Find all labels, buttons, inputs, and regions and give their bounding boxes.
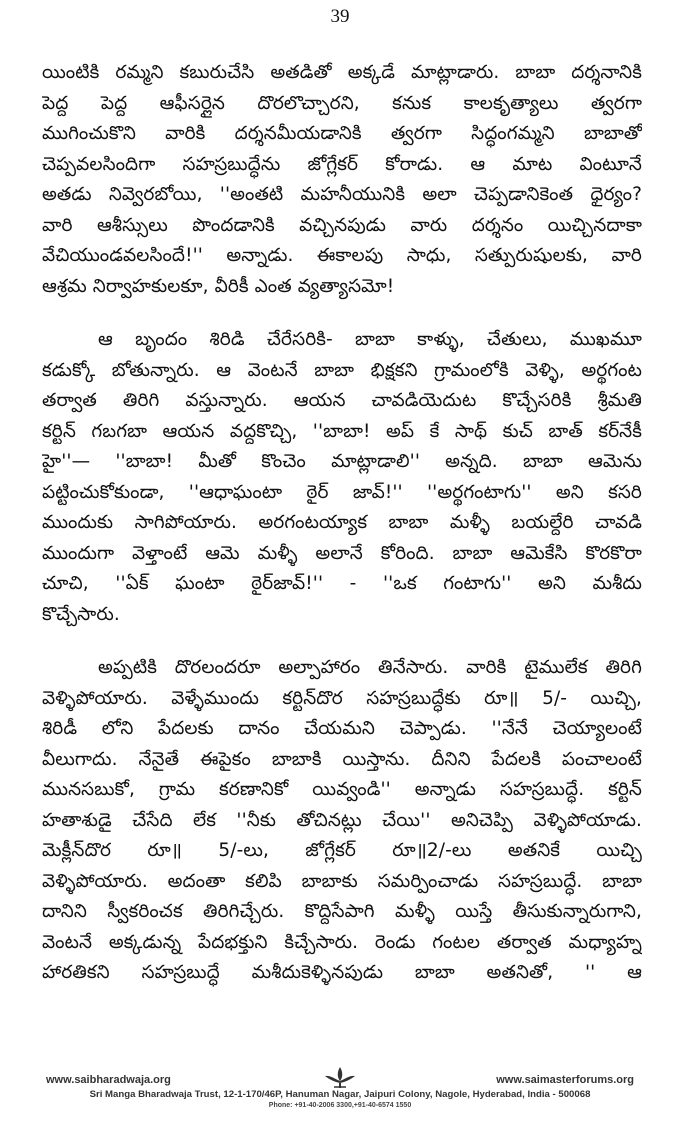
footer-address: Sri Manga Bharadwaja Trust, 12-1-170/46P, Hanuman Nagar, Jaipuri Colony, Nagole, Hyderabad, India - 500068 — [89, 1089, 591, 1100]
text-line: వెంటనే అక్కడున్న పేదభక్తుని కిచ్చేసారు. రెండు గంటల తర్వాత మధ్యాహ్న — [42, 931, 642, 953]
text-line: ముగించుకొని వారికి దర్శనమీయడానికి త్వరగా సిద్ధంగమ్మని బాబాతో — [42, 123, 642, 144]
ornamental-lotus-emblem-icon — [322, 1065, 358, 1089]
text-line: మెక్లీన్‌దొర రూ॥ 5/-లు, జోగ్లేకర్ రూ॥2/-లు అతనికే యిచ్చి — [42, 840, 642, 861]
text-line: చూచి, ''ఏక్ ఘంటా ఠైర్‌జావ్!'' - ''ఒక గంటాగు'' అని మశీదు — [42, 573, 642, 594]
page-number: 39 — [330, 6, 350, 27]
paragraph-2 — [42, 325, 642, 630]
text-line: వేచియుండవలసిందే!'' అన్నాడు. ఈకాలపు సాధు, సత్పురుషులకు, వారి — [42, 245, 642, 266]
website-link-saimasterforums[interactable]: www.saimasterforums.org — [496, 1074, 634, 1086]
text-line: అప్పటికి దొరలందరూ అల్పాహారం తినేసారు. వారికి టైములేక తిరిగి — [98, 657, 642, 678]
text-line: హై''— ''బాబా! మీతో కొంచెం మాట్లాడాలి'' అన్నది. బాబా ఆమెను — [42, 451, 642, 472]
body-text — [42, 58, 642, 1012]
text-line: వారి ఆశీస్సులు పొందడానికి వచ్చినపుడు వారు దర్శనం యిచ్చినదాకా — [42, 214, 642, 236]
text-line: కొచ్చేసారు. — [42, 603, 120, 625]
text-line: దానిని స్వీకరించక తిరిగిచ్చేరు. కొద్దిసేపాగి మళ్ళీ యిస్తే తీసుకున్నారుగాని, — [42, 901, 642, 922]
text-line: శిరిడీ లోని పేదలకు దానం చేయమని చెప్పాడు. ''నేనే చెయ్యాలంటే — [42, 718, 642, 739]
text-line: వీలుగాదు. నేనైతే ఈపైకం బాబాకి యిస్తాను. దీనిని పేదలకి పంచాలంటే — [42, 748, 642, 770]
text-line: ముందుకు సాగిపోయారు. అరగంటయ్యాక బాబా మళ్ళీ బయల్దేరి చావడి — [42, 512, 642, 533]
text-line: మునసబుకో, గ్రామ కరణానికో యివ్వండి'' అన్నాడు సహస్రబుద్ధే. కర్టిన్ — [42, 779, 642, 800]
text-line: అతడు నివ్వెరబోయి, ''అంతటి మహనీయునికి అలా చెప్పడానికెంత ధైర్యం? — [42, 184, 642, 205]
paragraph-3 — [42, 653, 642, 989]
text-line: కర్టిన్ గబగబా ఆయన వద్దకొచ్చి, ''బాబా! అప్ కే సాథ్ కుచ్ బాత్ కర్‌నేకీ — [42, 420, 642, 442]
page-footer — [0, 1063, 680, 1122]
text-line: వెళ్ళిపోయారు. అదంతా కలిపి బాబాకు సమర్పించాడు సహస్రబుద్ధే. బాబా — [42, 870, 642, 892]
text-line: వెళ్ళిపోయారు. వెళ్ళేముందు కర్టిన్‌దొర సహస్రబుద్ధేకు రూ॥ 5/- యిచ్చి, — [42, 687, 642, 709]
text-line: హతాశుడై చేసేది లేక ''నీకు తోచినట్లు చేయి'' అనిచెప్పి వెళ్ళిపోయాడు. — [42, 809, 642, 831]
text-line: హారతికని సహస్రబుద్ధే మశీదుకెళ్ళినపుడు బాబా అతనితో, '' ఆ — [42, 962, 642, 983]
footer-phone: Phone: +91-40-2006 3300,+91-40-6574 1550 — [268, 1102, 412, 1109]
text-line: యింటికి రమ్మని కబురుచేసి అతడితో అక్కడే మాట్లాడారు. బాబా దర్శనానికి — [42, 62, 642, 83]
text-line: తర్వాత తిరిగి వస్తున్నారు. ఆయన చావడియెదుట కొచ్చేసరికి శ్రీమతి — [42, 390, 642, 411]
website-link-saibharadwaja[interactable]: www.saibharadwaja.org — [46, 1074, 171, 1086]
text-line: చెప్పవలసిందిగా సహస్రబుద్ధేను జోగ్లేకర్ కోరాడు. ఆ మాట వింటూనే — [42, 153, 642, 175]
text-line: పట్టించుకోకుండా, ''ఆధాఘంటా ఠైర్ జావ్!'' ''అర్థగంటాగు'' అని కసరి — [42, 481, 642, 503]
text-line: కడుక్కో బోతున్నారు. ఆ వెంటనే బాబా భిక్షకని గ్రామంలోకి వెళ్ళి, అర్థగంట — [42, 359, 642, 381]
text-line: పెద్ద పెద్ద ఆఫీసర్లైన దొరలొచ్చారని, కనుక కాలకృత్యాలు త్వరగా — [42, 92, 642, 114]
paragraph-1 — [42, 58, 642, 302]
text-line: ఆ బృందం శిరిడి చేరేసరికి- బాబా కాళ్ళు, చేతులు, ముఖమూ — [98, 329, 642, 350]
text-line: ముందుగా వెళ్తాంటే ఆమె మళ్ళీ అలానే కోరింది. బాబా ఆమెకేసి కొరకొరా — [42, 542, 642, 564]
text-line: ఆశ్రమ నిర్వాహకులకూ, వీరికీ ఎంత వ్యత్యాసమో! — [42, 275, 395, 297]
